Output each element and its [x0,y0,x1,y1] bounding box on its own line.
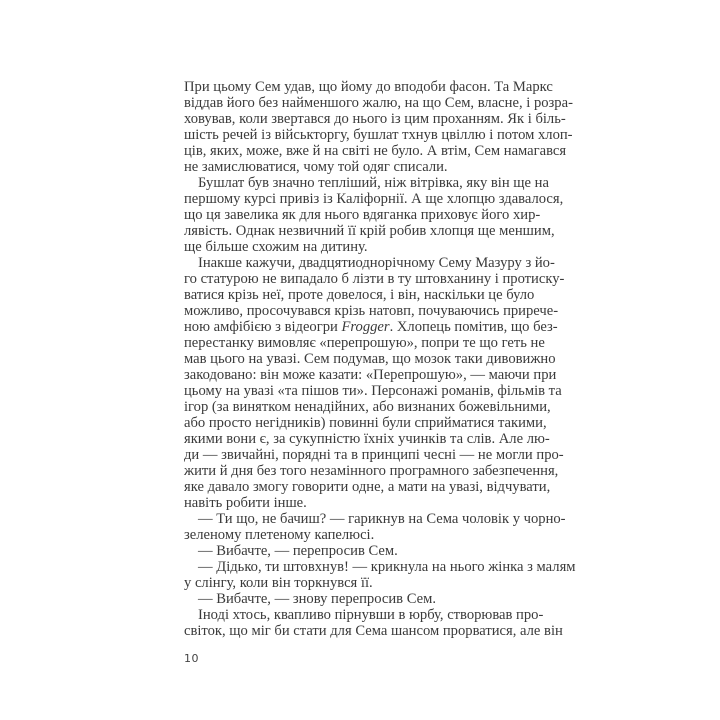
page-number: 10 [184,652,199,665]
text-line: Інакше кажучи, двадцятиоднорічному Сему Мазуру з йо- [198,255,555,271]
page-body-text [184,79,576,639]
text-line: ців, яких, може, вже й на світі не було. А втім, Сем намагався [184,143,567,159]
text-line: у слінгу, коли він торкнувся її. [184,575,373,591]
text-line: ховував, коли звертався до нього із цим проханням. Як і біль- [184,111,566,127]
text-line-with-italic [184,319,558,335]
text-line: першому курсі привіз із Каліфорнії. А ще хлопцю здавалося, [184,191,564,207]
text-line: При цьому Сем удав, що йому до вподоби фасон. Та Маркс [184,79,553,95]
text-line: зеленому плетеному капелюсі. [184,527,375,543]
text-line: ватися крізь неї, проте довелося, і він, наскільки це було [184,287,535,303]
text-line: яке давало змогу говорити одне, а мати на увазі, відчувати, [184,479,551,495]
text-line: Бушлат був значно тепліший, ніж вітрівка, яку він ще на [198,175,549,191]
dialogue-line: — Вибачте, — знову перепросив Сем. [198,591,436,607]
text-line: цьому на увазі «та пішов ти». Персонажі романів, фільмів та [184,383,562,399]
dialogue-line: — Вибачте, — перепросив Сем. [198,543,398,559]
text-line: жити й дня без того незамінного програмного забезпечення, [184,463,559,479]
text-line: якими вони є, за сукупністю їхніх учинків та слів. Але лю- [184,431,550,447]
text-line: віддав його без найменшого жалю, на що Сем, власне, і розра- [184,95,573,111]
text-line: Іноді хтось, квапливо пірнувши в юрбу, створював про- [198,607,544,623]
text-line: го статурою не випадало б лізти в ту штовханину і протиску- [184,271,565,287]
text-line: закодовано: він може казати: «Перепрошую», — маючи при [184,367,557,383]
text-line: шість речей із військторгу, бушлат тхнув цвіллю і потом хлоп- [184,127,573,143]
dialogue-line: — Ти що, не бачиш? — гарикнув на Сема чоловік у чорно- [198,511,566,527]
game-title-italic: Frogger [341,319,390,335]
text-line: або просто негідників) повинні були сприйматися такими, [184,415,547,431]
text-line: можливо, просочувався крізь натовп, почуваючись прирече- [184,303,559,319]
text-fragment: . Хлопець помітив, що без- [389,319,558,335]
text-line: лявість. Однак незвичний її крій робив хлопця ще меншим, [184,223,555,239]
text-line: ди — звичайні, порядні та в принципі чесні — не могли про- [184,447,564,463]
text-line: ігор (за винятком ненадійних, або визнаних божевільними, [184,399,551,415]
dialogue-line: — Дідько, ти штовхнув! — крикнула на нього жінка з малям [198,559,576,575]
text-line: що ця завелика як для нього вдяганка приховує його хир- [184,207,541,223]
text-line: перестанку вимовляє «перепрошую», попри те що геть не [184,335,545,351]
text-line: навіть робити інше. [184,495,307,511]
text-line: ще більше схожим на дитину. [184,239,368,255]
text-line: не замислюватися, чому той одяг списали. [184,159,448,175]
text-fragment: ною амфібією з відеогри [184,319,342,335]
text-line: мав цього на увазі. Сем подумав, що мозок таки дивовижно [184,351,556,367]
text-line: світок, що міг би стати для Сема шансом прорватися, але він [184,623,563,639]
